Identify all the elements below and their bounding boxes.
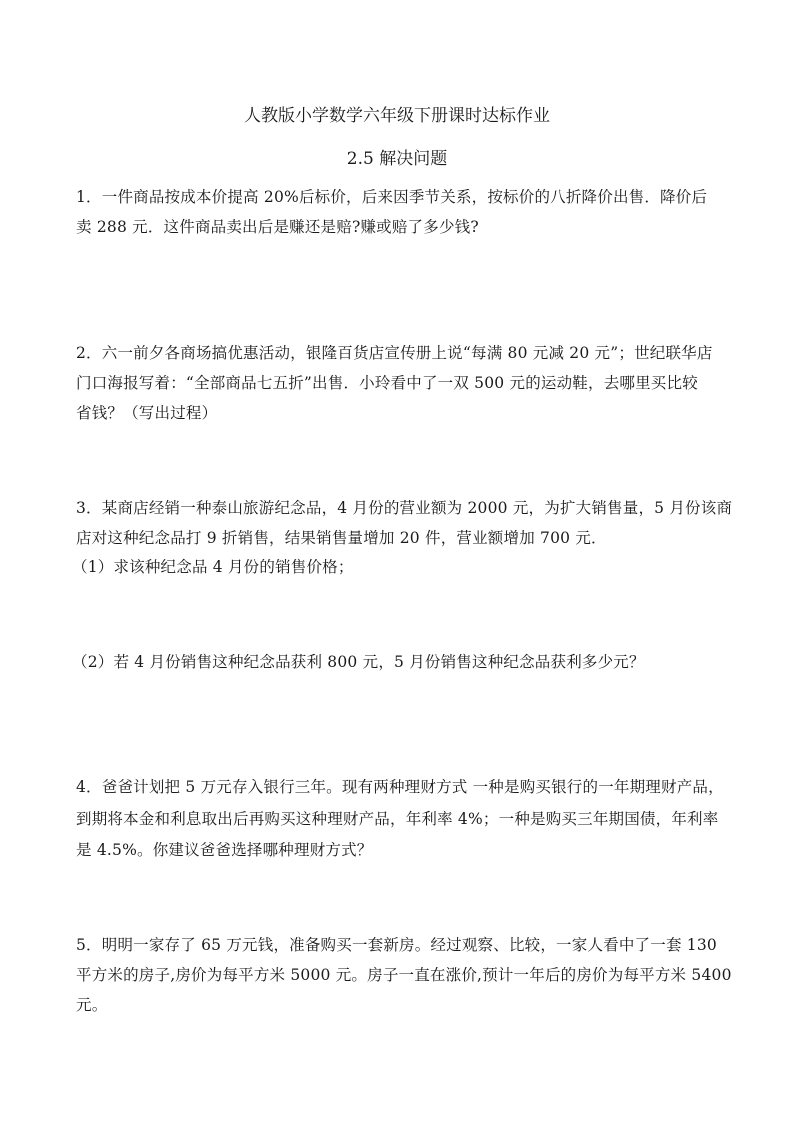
problem-4-line-2: 到期将本金和利息取出后再购买这种理财产品，年利率 4%；一种是购买三年期国债，年利率 [76, 810, 719, 828]
problem-4-line-3: 是 4.5%。你建议爸爸选择哪种理财方式？ [76, 841, 373, 859]
document-title: 人教版小学数学六年级下册课时达标作业 [244, 106, 550, 126]
problem-1-line-1: 1．一件商品按成本价提高 20%后标价，后来因季节关系，按标价的八折降价出售．降价后 [76, 188, 708, 206]
problem-2-line-1: 2．六一前夕各商场搞优惠活动，银隆百货店宣传册上说“每满 80 元减 20 元”；世纪联华店 [76, 344, 713, 362]
problem-4-line-1: 4．爸爸计划把 5 万元存入银行三年。现有两种理财方式 一种是购买银行的一年期理财产品， [76, 778, 724, 796]
problem-5-line-3: 元。 [76, 996, 108, 1014]
problem-2-line-2: 门口海报写着：“全部商品七五折”出售．小玲看中了一双 500 元的运动鞋，去哪里买比较 [76, 374, 698, 392]
problem-3-line-2: 店对这种纪念品打 9 折销售，结果销售量增加 20 件，营业额增加 700 元． [76, 529, 607, 547]
problem-5-line-2: 平方米的房子,房价为每平方米 5000 元。房子一直在涨价,预计一年后的房价为每平方米 5400 [76, 966, 732, 984]
problem-5-line-1: 5．明明一家存了 65 万元钱，准备购买一套新房。经过观察、比较，一家人看中了一套 130 [76, 936, 717, 954]
problem-1-line-2: 卖 288 元．这件商品卖出后是赚还是赔?赚或赔了多少钱? [76, 218, 479, 236]
section-subtitle: 2.5 解决问题 [346, 149, 448, 169]
problem-3-line-1: 3．某商店经销一种泰山旅游纪念品，4 月份的营业额为 2000 元，为扩大销售量，5 月份该商 [76, 499, 733, 517]
problem-2-line-3: 省钱？（写出过程） [76, 404, 218, 422]
problem-3-part-2: （2）若 4 月份销售这种纪念品获利 800 元，5 月份销售这种纪念品获利多少元？ [72, 653, 645, 671]
problem-3-part-1: （1）求该种纪念品 4 月份的销售价格； [72, 558, 354, 576]
